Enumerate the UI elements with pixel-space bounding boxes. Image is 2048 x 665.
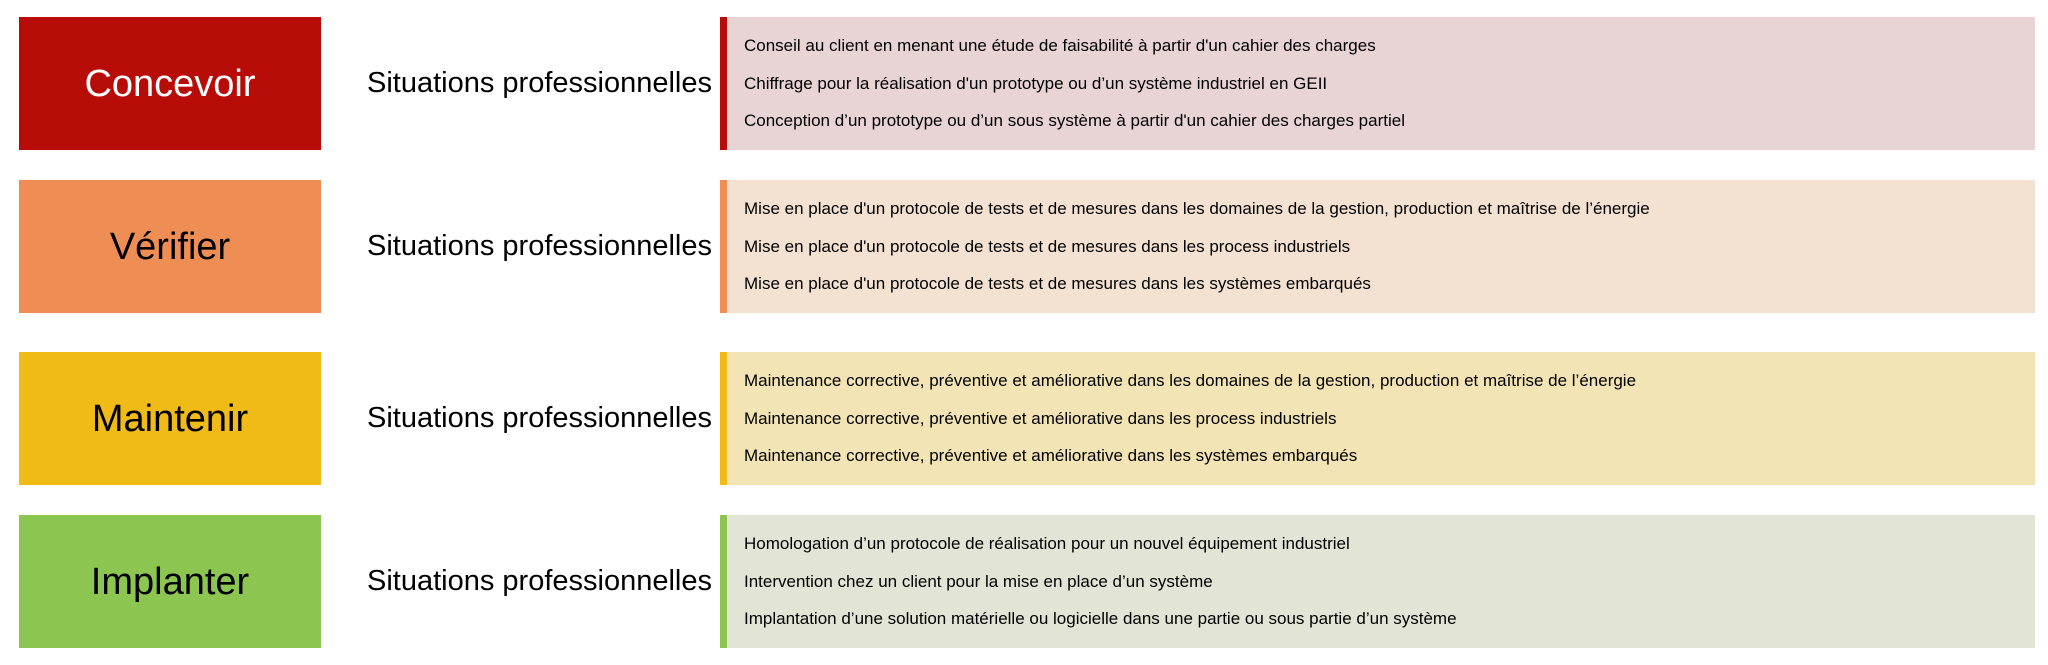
- situation-item: Mise en place d'un protocole de tests et de mesures dans les domaines de la gestion, production et maîtrise de l’énergie: [744, 199, 1650, 219]
- competence-row-concevoir: [0, 17, 2048, 150]
- situation-item: Mise en place d'un protocole de tests et de mesures dans les systèmes embarqués: [744, 274, 1371, 294]
- competence-box-maintenir: [19, 352, 321, 485]
- situations-panel-maintenir: [720, 352, 2035, 485]
- situations-heading: Situations professionnelles: [367, 565, 712, 597]
- situation-item: Homologation d’un protocole de réalisation pour un nouvel équipement industriel: [744, 534, 1350, 554]
- situations-panel-concevoir: [720, 17, 2035, 150]
- situations-panel-verifier: [720, 180, 2035, 313]
- situation-item: Mise en place d'un protocole de tests et de mesures dans les process industriels: [744, 236, 1351, 256]
- situation-item: Implantation d’une solution matérielle ou logicielle dans une partie ou sous partie d’un système: [744, 609, 1457, 629]
- situation-item: Intervention chez un client pour la mise en place d’un système: [744, 571, 1213, 591]
- competence-label: Vérifier: [109, 225, 231, 268]
- situation-item: Maintenance corrective, préventive et améliorative dans les systèmes embarqués: [744, 446, 1358, 466]
- situations-heading: Situations professionnelles: [367, 402, 712, 434]
- situation-item: Maintenance corrective, préventive et améliorative dans les process industriels: [744, 408, 1337, 428]
- situations-panel-implanter: [720, 515, 2035, 648]
- competence-label: Implanter: [90, 560, 250, 603]
- competence-row-verifier: [0, 180, 2048, 313]
- competence-row-implanter: [0, 515, 2048, 648]
- competence-label: Maintenir: [91, 397, 249, 440]
- competence-box-implanter: [19, 515, 321, 648]
- situation-item: Chiffrage pour la réalisation d'un prototype ou d’un système industriel en GEII: [744, 73, 1328, 93]
- competence-box-concevoir: [19, 17, 321, 150]
- situation-item: Conseil au client en menant une étude de faisabilité à partir d'un cahier des charges: [744, 36, 1376, 56]
- situation-item: Maintenance corrective, préventive et améliorative dans les domaines de la gestion, production et maîtrise de l’énergie: [744, 371, 1637, 391]
- situations-heading: Situations professionnelles: [367, 230, 712, 262]
- competence-box-verifier: [19, 180, 321, 313]
- competence-row-maintenir: [0, 352, 2048, 485]
- situation-item: Conception d’un prototype ou d’un sous système à partir d'un cahier des charges partiel: [744, 111, 1405, 131]
- situations-heading: Situations professionnelles: [367, 67, 712, 99]
- competence-label: Concevoir: [84, 62, 256, 105]
